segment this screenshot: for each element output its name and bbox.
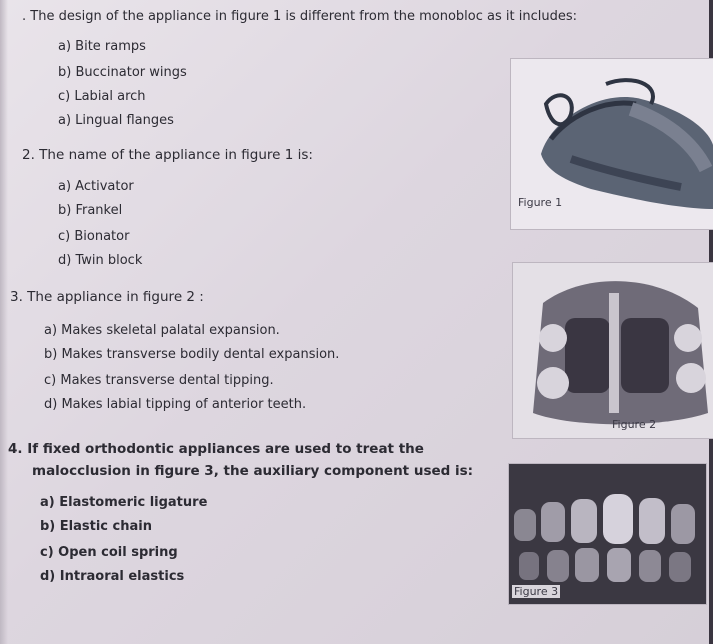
figure-2-image: [512, 262, 713, 439]
question-4-text-line2: malocclusion in figure 3, the auxiliary component used is:: [32, 463, 474, 479]
question-1-text: . The design of the appliance in figure 1 is different from the monobloc as it includes:: [22, 9, 577, 24]
q2-option-a: a) Activator: [58, 179, 134, 194]
q1-option-d: a) Lingual flanges: [58, 113, 174, 128]
q4-option-b: b) Elastic chain: [40, 519, 152, 534]
question-2-text: 2. The name of the appliance in figure 1 is:: [22, 147, 313, 163]
question-3-text: 3. The appliance in figure 2 :: [10, 289, 204, 305]
q2-option-b: b) Frankel: [58, 203, 123, 218]
figure-3-teeth-drawing: [509, 464, 706, 604]
q1-option-b: b) Buccinator wings: [58, 65, 187, 80]
question-4-text-line1: 4. If fixed orthodontic appliances are used to treat the: [8, 441, 424, 457]
page-shadow: [0, 0, 8, 644]
q4-option-d: d) Intraoral elastics: [40, 569, 185, 584]
figure-2-expander-drawing: [513, 263, 713, 438]
q2-option-d: d) Twin block: [58, 253, 143, 268]
q4-option-a: a) Elastomeric ligature: [40, 495, 208, 510]
q1-option-a: a) Bite ramps: [58, 39, 146, 54]
figure-3-caption: Figure 3: [514, 585, 559, 598]
figure-1-caption: Figure 1: [518, 196, 563, 209]
q3-option-d: d) Makes labial tipping of anterior teeth.: [44, 397, 307, 412]
q4-option-c: c) Open coil spring: [40, 545, 178, 560]
q3-option-c: c) Makes transverse dental tipping.: [44, 373, 274, 388]
q3-option-a: a) Makes skeletal palatal expansion.: [44, 323, 280, 338]
figure-3-image: [508, 463, 707, 605]
q3-option-b: b) Makes transverse bodily dental expansion.: [44, 347, 340, 362]
q1-option-c: c) Labial arch: [58, 89, 146, 104]
q2-option-c: c) Bionator: [58, 229, 130, 244]
figure-2-caption: Figure 2: [612, 418, 657, 431]
